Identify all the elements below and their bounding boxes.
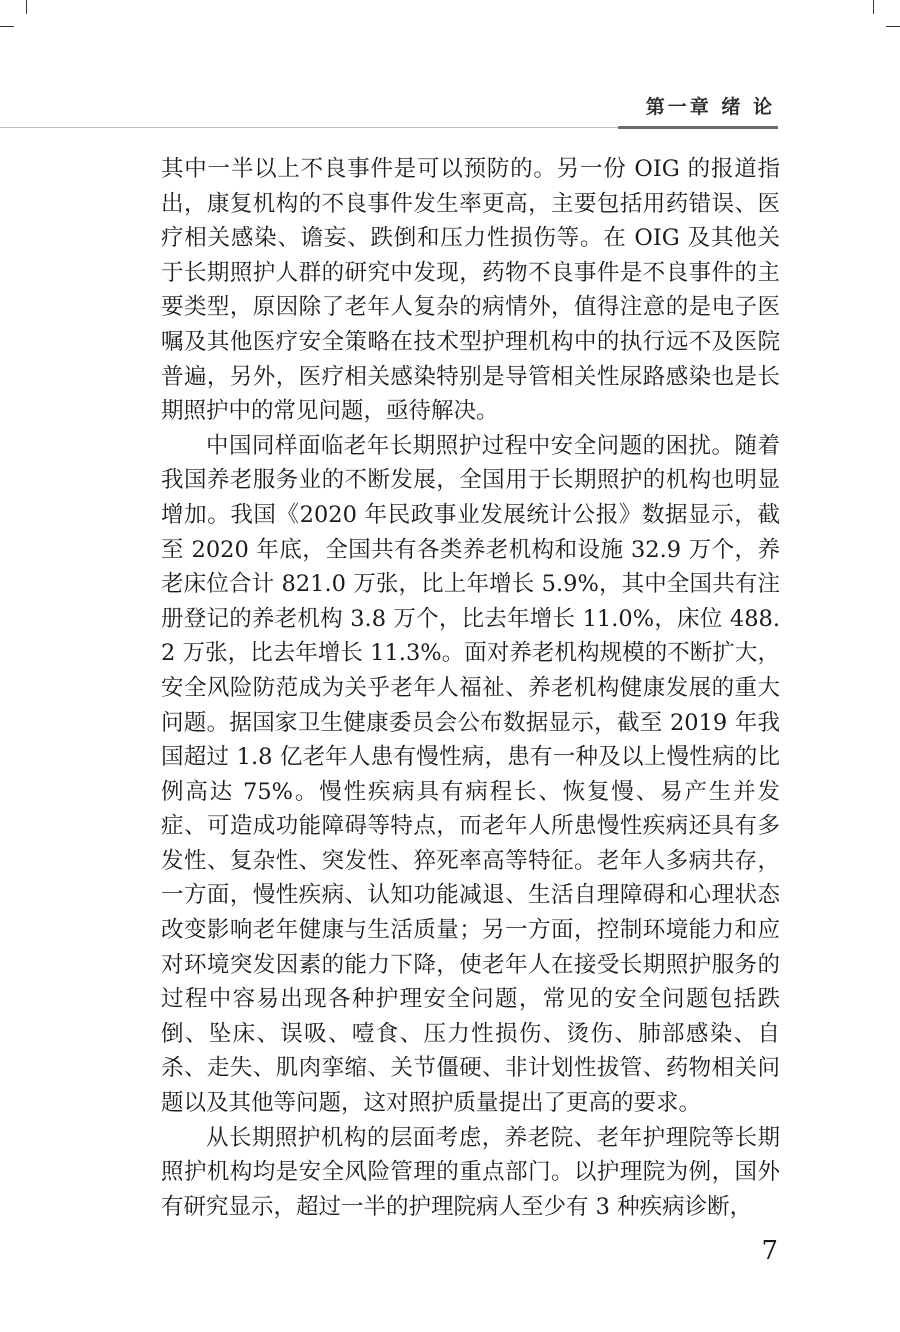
header-rule-accent bbox=[618, 126, 778, 129]
crop-mark bbox=[0, 26, 14, 27]
crop-mark bbox=[873, 0, 874, 14]
paragraph: 中国同样面临老年长期照护过程中安全问题的困扰。随着我国养老服务业的不断发展，全国用于长期照护的机构也明显增加。我国《2020 年民政事业发展统计公报》数据显示，截至 2020 年底，全国共有各类养老机构和设施 32.9 万个，养老床位合计 821.0 万张，比上年增长 5.9%，其中全国共有注册登记的养老机构 3.8 万个，比去年增长 11.0%，床位 488.2 万张，比去年增长 11.3%。面对养老机构规模的不断扩大，安全风险防范成为关乎老年人福祉、养老机构健康发展的重大问题。据国家卫生健康委员会公布数据显示，截至 2019 年我国超过 1.8 亿老年人患有慢性病，患有一种及以上慢性病的比例高达 75%。慢性疾病具有病程长、恢复慢、易产生并发症、可造成功能障碍等特点，而老年人所患慢性疾病还具有多发性、复杂性、突发性、猝死率高等特征。老年人多病共存，一方面，慢性疾病、认知功能减退、生活自理障碍和心理状态改变影响老年健康与生活质量；另一方面，控制环境能力和应对环境突发因素的能力下降，使老年人在接受长期照护服务的过程中容易出现各种护理安全问题，常见的安全问题包括跌倒、坠床、误吸、噎食、压力性损伤、烫伤、肺部感染、自杀、走失、肌肉挛缩、关节僵硬、非计划性拔管、药物相关问题以及其他等问题，这对照护质量提出了更高的要求。 bbox=[161, 432, 780, 1117]
crop-mark bbox=[886, 26, 900, 27]
paragraph: 从长期照护机构的层面考虑，养老院、老年护理院等长期照护机构均是安全风险管理的重点部门。以护理院为例，国外有研究显示，超过一半的护理院病人至少有 3 种疾病诊断， bbox=[161, 1124, 780, 1220]
crop-mark bbox=[26, 0, 27, 14]
running-head: 第一章 绪 论 bbox=[645, 96, 775, 118]
body-text bbox=[161, 152, 780, 1224]
paragraph-continued: 其中一半以上不良事件是可以预防的。另一份 OIG 的报道指出，康复机构的不良事件发生率更高，主要包括用药错误、医疗相关感染、谵妄、跌倒和压力性损伤等。在 OIG 及其他关于长期照护人群的研究中发现，药物不良事件是不良事件的主要类型，原因除了老年人复杂的病情外，值得注意的是电子医嘱及其他医疗安全策略在技术型护理机构中的执行远不及医院普遍，另外，医疗相关感染特别是导管相关性尿路感染也是长期照护中的常见问题，亟待解决。 bbox=[161, 156, 780, 425]
page-number: 7 bbox=[761, 1236, 778, 1266]
